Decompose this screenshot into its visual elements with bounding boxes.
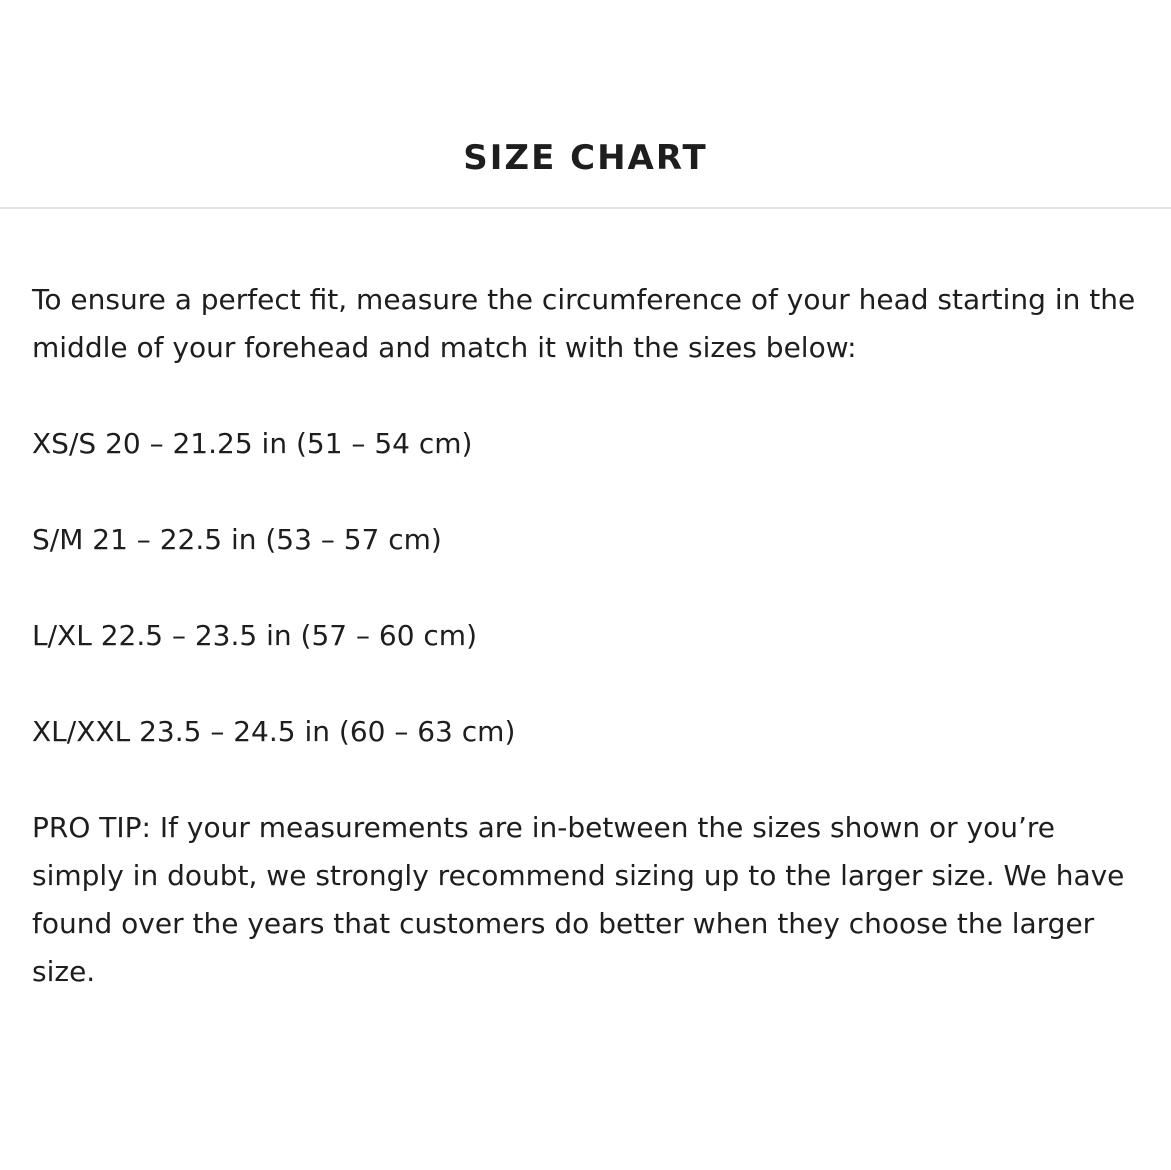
size-chart-header — [0, 0, 1171, 209]
intro-text: To ensure a perfect fit, measure the circumference of your head starting in the middle of your forehead and match it with the sizes below: — [32, 283, 1136, 364]
size-chart-content — [32, 276, 1152, 996]
size-row-xl-xxl: XL/XXL 23.5 – 24.5 in (60 – 63 cm) — [32, 715, 516, 748]
size-row-xs-s: XS/S 20 – 21.25 in (51 – 54 cm) — [32, 427, 473, 460]
pro-tip-text: PRO TIP: If your measurements are in-between the sizes shown or you’re simply in doubt, we strongly recommend sizing up to the larger size. We have found over the years that customers do better when they choose the larger size. — [32, 811, 1125, 988]
page-title: SIZE CHART — [463, 138, 708, 178]
size-row-s-m: S/M 21 – 22.5 in (53 – 57 cm) — [32, 523, 442, 556]
size-row-l-xl: L/XL 22.5 – 23.5 in (57 – 60 cm) — [32, 619, 478, 652]
